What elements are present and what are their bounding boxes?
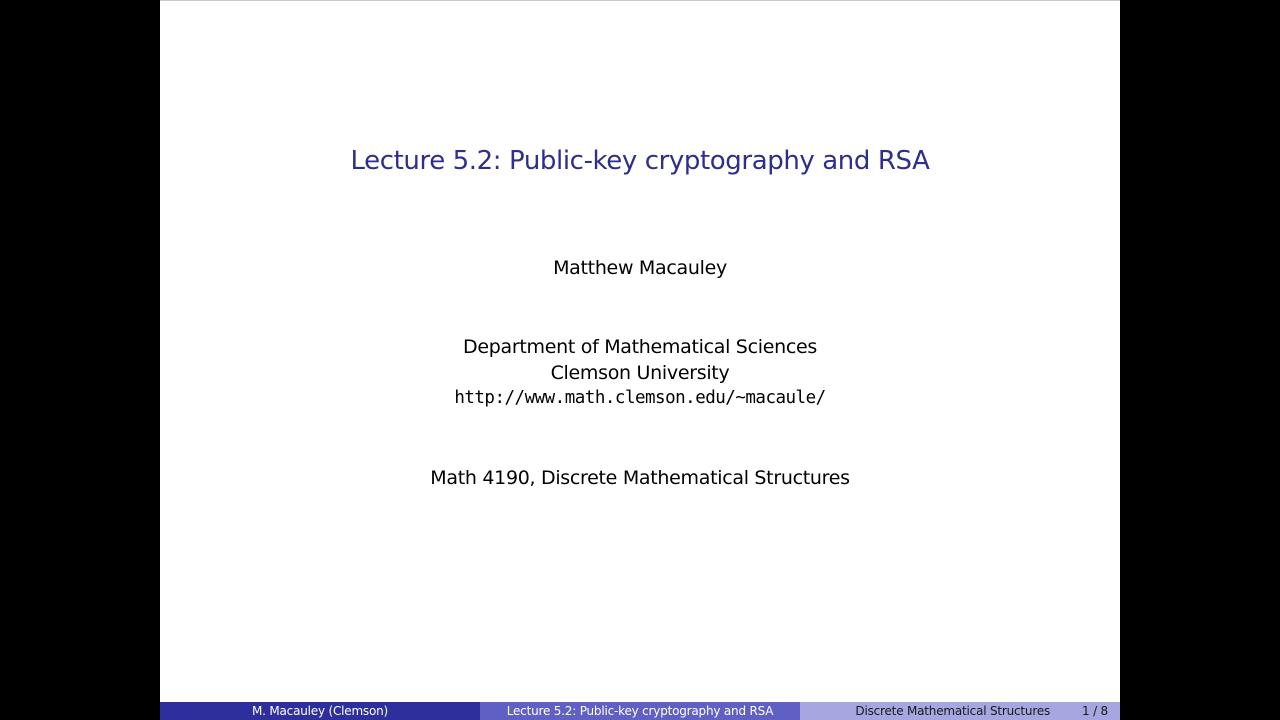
- department-name: Department of Mathematical Sciences: [463, 336, 817, 358]
- footer-course: Discrete Mathematical Structures: [855, 704, 1051, 718]
- author-name: Matthew Macauley: [553, 257, 727, 279]
- title-slide: [160, 0, 1120, 720]
- affiliation-block: [160, 335, 1120, 412]
- author-url: http://www.math.clemson.edu/~macaule/: [454, 388, 826, 408]
- slide-footer: [160, 702, 1120, 720]
- footer-title: Lecture 5.2: Public-key cryptography and RSA: [480, 702, 800, 720]
- page-number: 1 / 8: [1082, 704, 1108, 718]
- footer-author: M. Macauley (Clemson): [160, 702, 480, 720]
- slide-title: Lecture 5.2: Public-key cryptography and RSA: [350, 146, 930, 176]
- course-name: Math 4190, Discrete Mathematical Structures: [430, 467, 850, 489]
- footer-course-section: [800, 702, 1120, 720]
- university-name: Clemson University: [550, 361, 730, 384]
